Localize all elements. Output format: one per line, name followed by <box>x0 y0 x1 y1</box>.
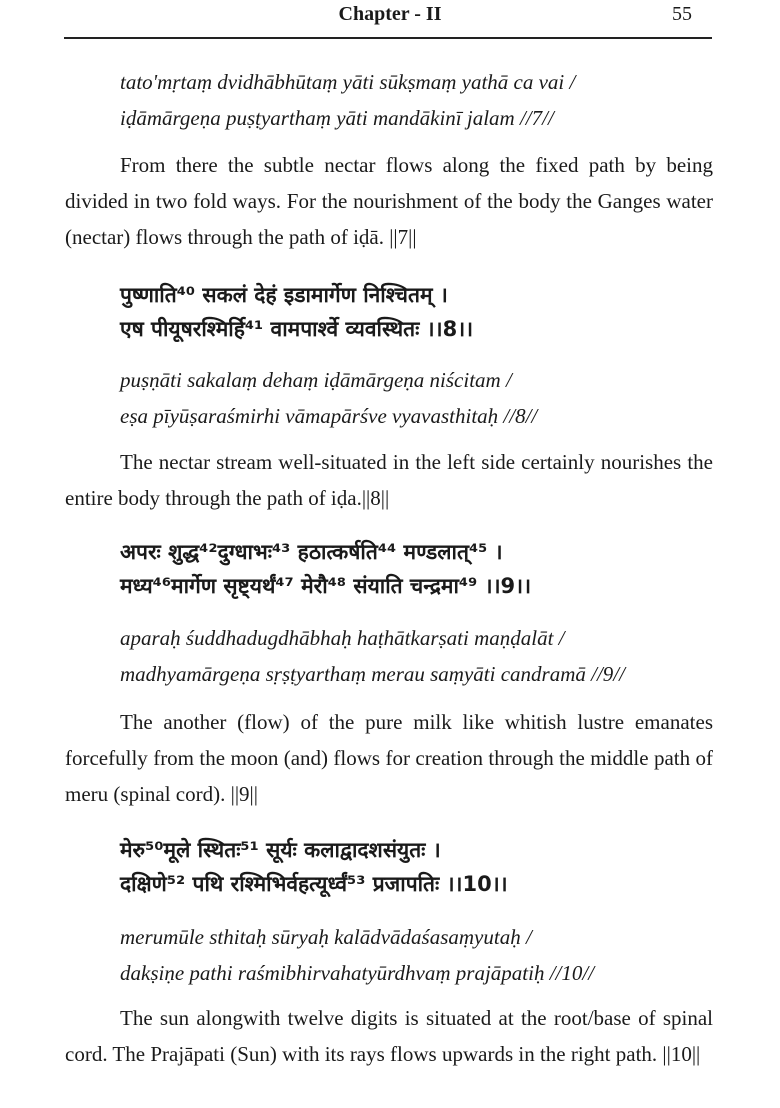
verse-10-translation <box>65 1000 713 1072</box>
transliteration-line: tato'mṛtaṃ dvidhābhūtaṃ yāti sūkṣmaṃ yathā ca vai / <box>120 70 576 94</box>
translation-text: From there the subtle nectar flows along the fixed path by being divided in two fold ways. For the nourishment of the body the Ganges water (nectar) flows through the path of iḍā. ||7|| <box>65 153 713 249</box>
transliteration-line: aparaḥ śuddhadugdhābhaḥ haṭhātkarṣati maṇḍalāt / <box>120 626 565 650</box>
sanskrit-line: मेरु⁵⁰मूले स्थितः⁵¹ सूर्यः कलाद्वादशसंयुतः । <box>120 838 441 862</box>
transliteration-line: puṣṇāti sakalaṃ dehaṃ iḍāmārgeṇa niścitam / <box>120 368 512 392</box>
verse-8-sanskrit <box>120 278 768 346</box>
chapter-title: Chapter - II <box>338 3 442 25</box>
sanskrit-line: एष पीयूषरश्मिर्हि⁴¹ वामपार्श्वे व्यवस्थितः ।।8।। <box>120 317 474 341</box>
transliteration-line: madhyamārgeṇa sṛṣṭyarthaṃ merau saṃyāti candramā //9// <box>120 662 625 686</box>
verse-8-transliteration <box>120 362 768 434</box>
translation-text: The another (flow) of the pure milk like whitish lustre emanates forcefully from the moon (and) flows for creation through the middle path of meru (spinal cord). ||9|| <box>65 710 713 806</box>
transliteration-line: eṣa pīyūṣaraśmirhi vāmapārśve vyavasthitaḥ //8// <box>120 404 538 428</box>
verse-7-transliteration <box>120 64 768 136</box>
verse-10-sanskrit <box>120 833 768 901</box>
verse-9-sanskrit <box>120 535 768 603</box>
verse-9-translation <box>65 704 713 812</box>
transliteration-line: merumūle sthitaḥ sūryaḥ kalādvādaśasaṃyutaḥ / <box>120 925 532 949</box>
sanskrit-line: मध्य⁴⁶मार्गेण सृष्ट्यर्थं⁴⁷ मेरौ⁴⁸ संयाति चन्द्रमा⁴⁹ ।।9।। <box>120 574 532 598</box>
verse-8-translation <box>65 444 713 516</box>
transliteration-line: iḍāmārgeṇa puṣṭyarthaṃ yāti mandākinī jalam //7// <box>120 106 554 130</box>
verse-10-transliteration <box>120 919 768 991</box>
sanskrit-line: दक्षिणे⁵² पथि रश्मिभिर्वहत्यूर्ध्वं⁵³ प्रजापतिः ।।10।। <box>120 872 508 896</box>
verse-7-translation <box>65 147 713 255</box>
translation-text: The sun alongwith twelve digits is situated at the root/base of spinal cord. The Prajāpati (Sun) with its rays flows upwards in the right path. ||10|| <box>65 1006 713 1066</box>
translation-text: The nectar stream well-situated in the left side certainly nourishes the entire body through the path of iḍa.||8|| <box>65 450 713 510</box>
sanskrit-line: पुष्णाति⁴⁰ सकलं देहं इडामार्गेण निश्चितम् । <box>120 283 448 307</box>
transliteration-line: dakṣiṇe pathi raśmibhirvahatyūrdhvaṃ prajāpatiḥ //10// <box>120 961 595 985</box>
sanskrit-line: अपरः शुद्ध⁴²दुग्धाभः⁴³ हठात्कर्षति⁴⁴ मण्डलात्⁴⁵ । <box>120 540 503 564</box>
page-number: 55 <box>672 3 692 25</box>
verse-9-transliteration <box>120 620 768 692</box>
header-rule <box>64 37 712 39</box>
